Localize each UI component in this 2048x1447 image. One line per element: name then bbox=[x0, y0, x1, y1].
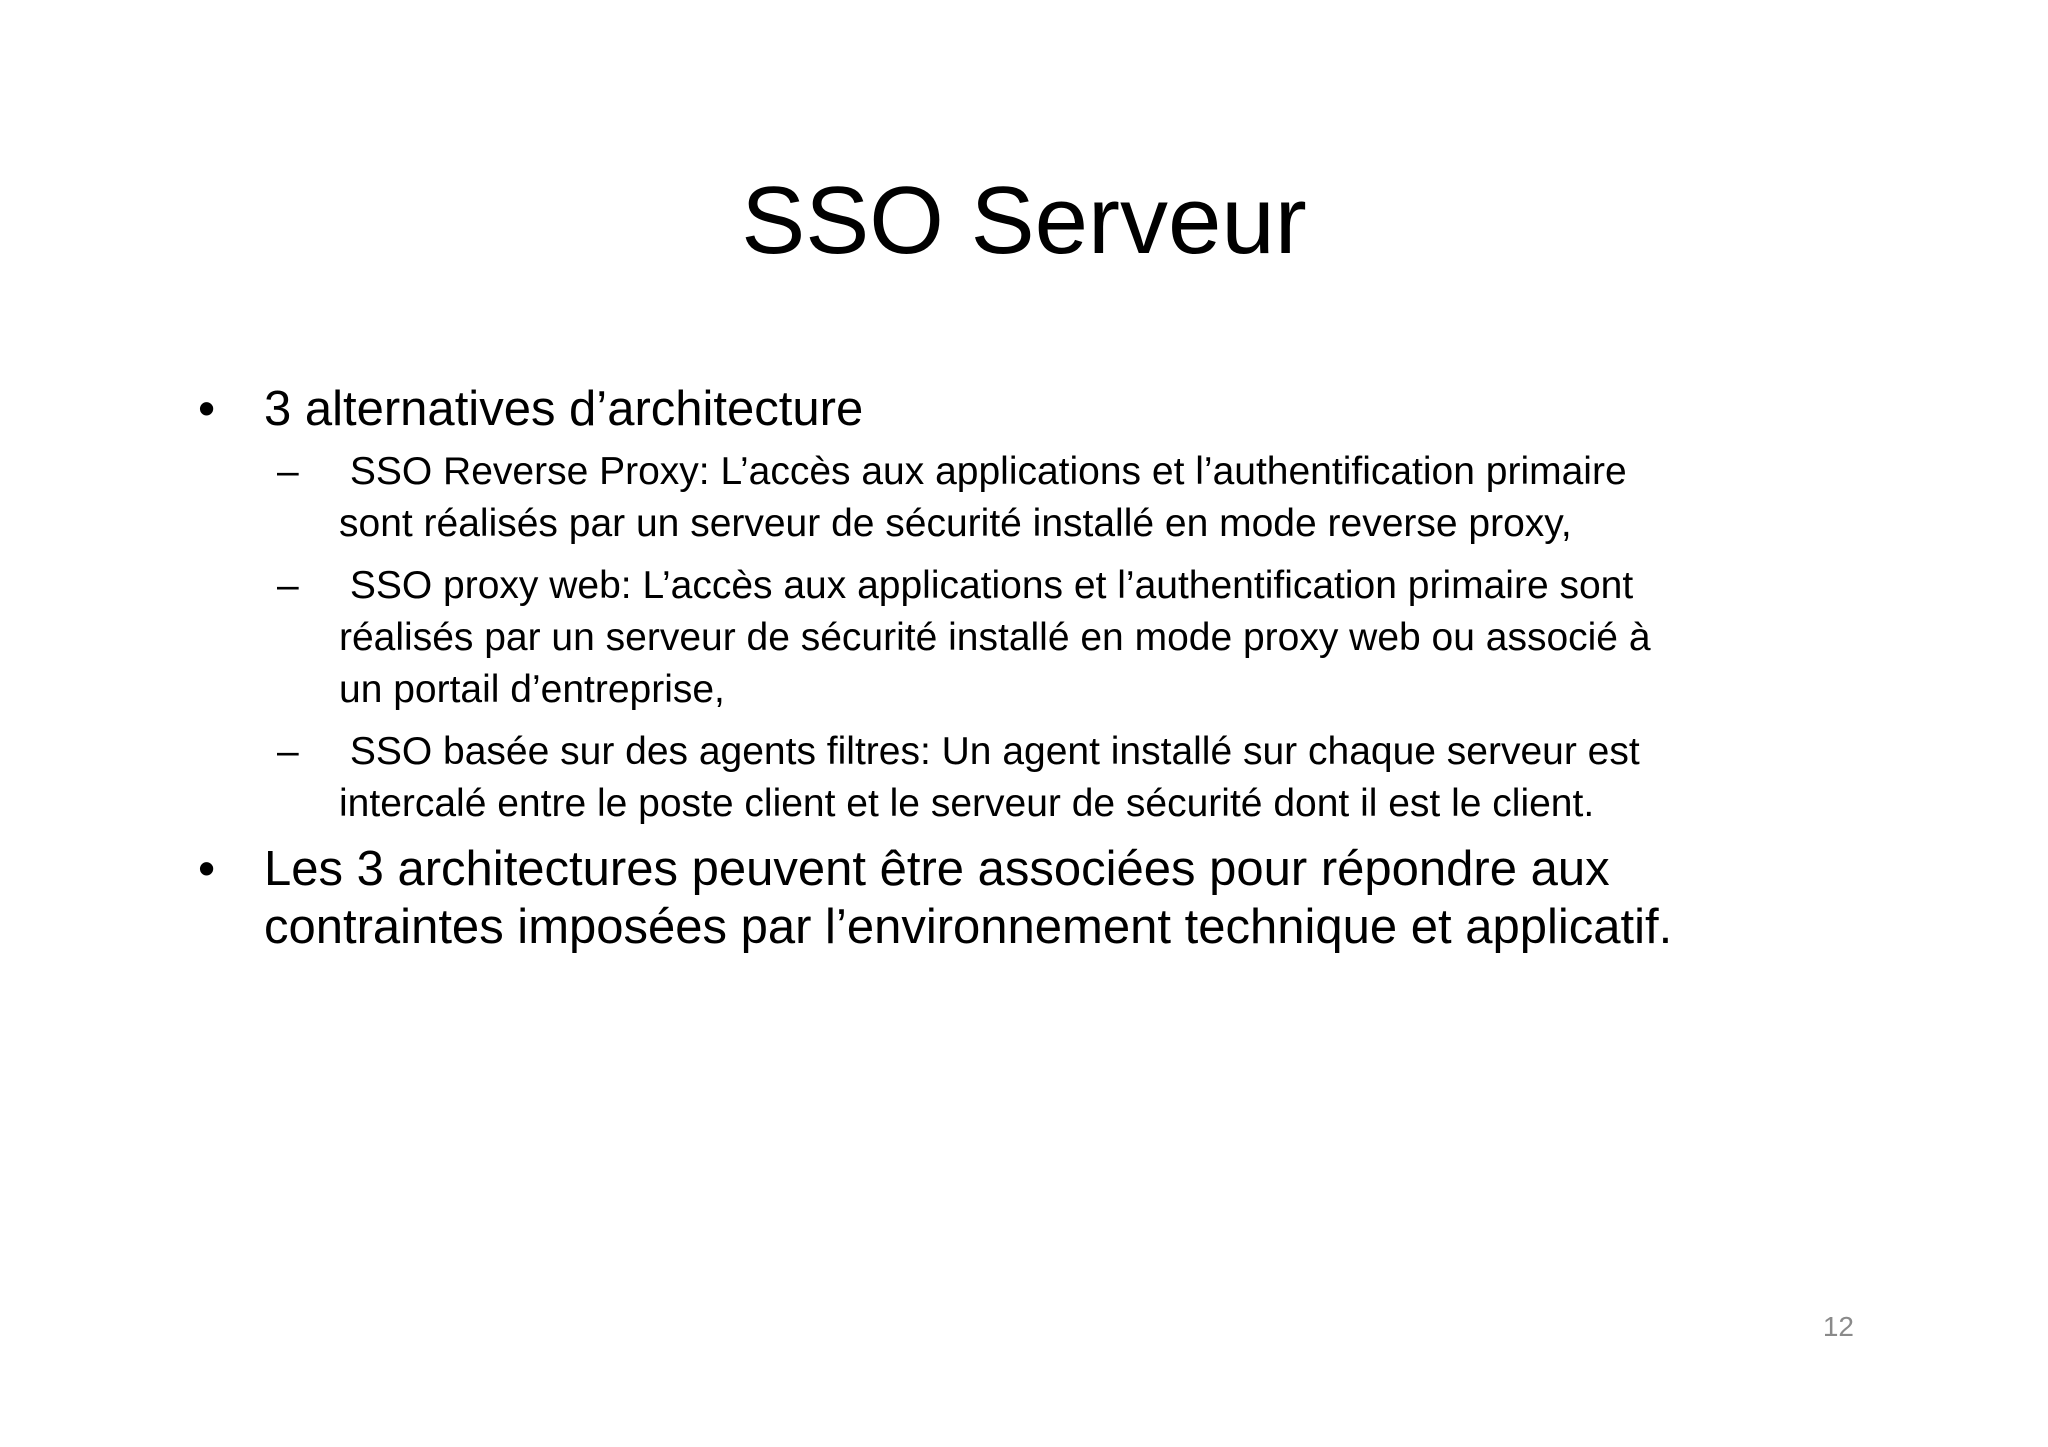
sub-item-text: SSO Reverse Proxy: L’accès aux applications et l’authentification primaire bbox=[339, 450, 1627, 493]
bullet-item bbox=[198, 840, 1858, 956]
bullet-text: Les 3 architectures peuvent être associées pour répondre aux bbox=[264, 842, 1610, 896]
sub-item-text: intercalé entre le poste client et le serveur de sécurité dont il est le client. bbox=[339, 782, 1595, 825]
sub-item-text: SSO basée sur des agents filtres: Un agent installé sur chaque serveur est bbox=[339, 730, 1640, 773]
sub-item-text: réalisés par un serveur de sécurité installé en mode proxy web ou associé à bbox=[339, 616, 1651, 659]
dash-marker: – bbox=[277, 730, 299, 773]
bullet-marker: • bbox=[198, 382, 216, 436]
sub-item-proxy-web bbox=[277, 560, 1858, 716]
sub-item-text: un portail d’entreprise, bbox=[339, 668, 725, 711]
sub-item-agents-filtres bbox=[277, 726, 1858, 830]
slide-title: SSO Serveur bbox=[741, 167, 1307, 274]
bullet-item bbox=[198, 380, 1858, 438]
dash-marker: – bbox=[277, 450, 299, 493]
sub-item-text: sont réalisés par un serveur de sécurité installé en mode reverse proxy, bbox=[339, 502, 1572, 545]
sub-list bbox=[198, 446, 1858, 830]
page-number: 12 bbox=[1822, 1311, 1854, 1342]
bullet-marker: • bbox=[198, 842, 216, 896]
bullet-text: contraintes imposées par l’environnement technique et applicatif. bbox=[264, 900, 1673, 954]
slide-content bbox=[198, 380, 1858, 956]
dash-marker: – bbox=[277, 564, 299, 607]
sub-item-text: SSO proxy web: L’accès aux applications et l’authentification primaire sont bbox=[339, 564, 1634, 607]
sub-item-reverse-proxy bbox=[277, 446, 1858, 550]
bullet-text: 3 alternatives d’architecture bbox=[264, 382, 864, 436]
